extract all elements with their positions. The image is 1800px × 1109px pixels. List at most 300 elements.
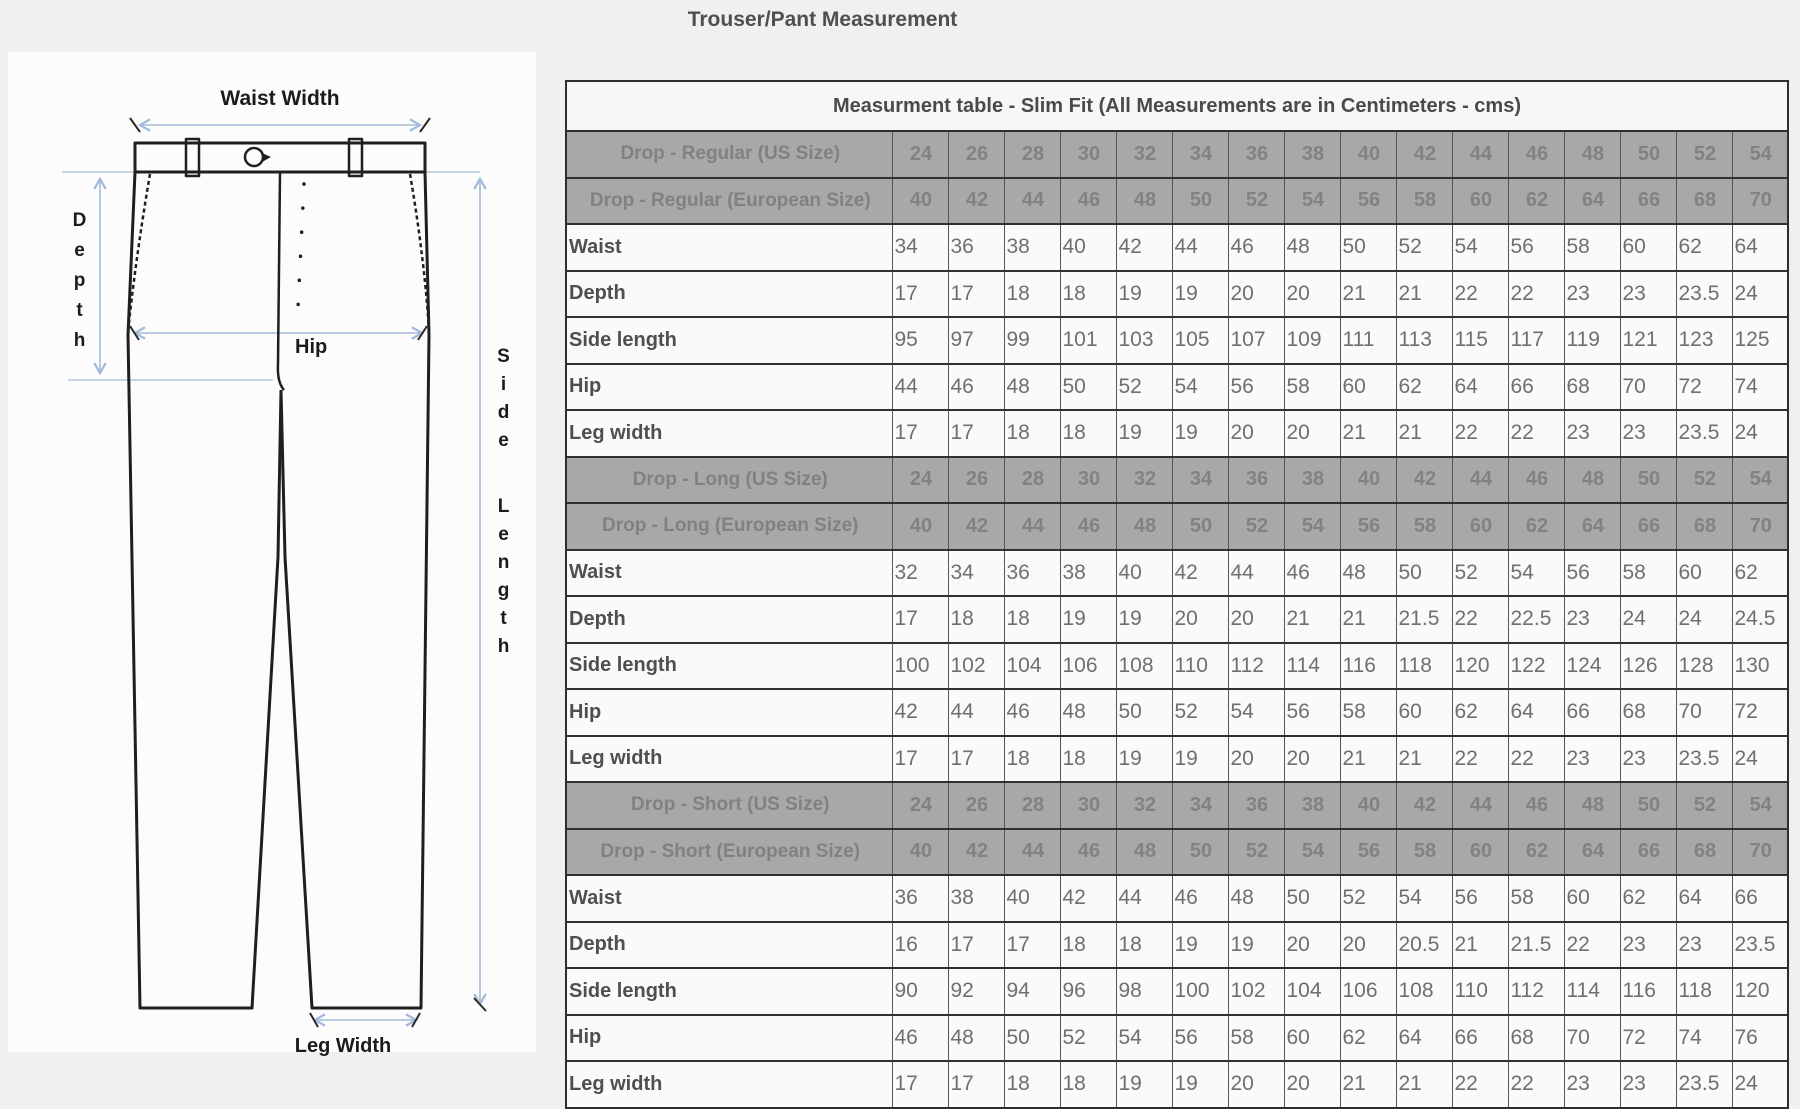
section-2-row-3-cell: 50: [1004, 1015, 1060, 1062]
section-2-us-size-header-cell: 54: [1732, 782, 1788, 829]
diagram-label-hip: Hip: [295, 336, 328, 358]
section-1-row-4-cell: 24: [1732, 736, 1788, 783]
section-2-row-1-cell: 21.5: [1508, 922, 1564, 969]
section-0-row-3-cell: 54: [1172, 364, 1228, 411]
waist-button: [245, 148, 263, 166]
section-1-row-3-cell: 48: [1060, 689, 1116, 736]
section-2-us-size-header-cell: 34: [1172, 782, 1228, 829]
section-0-row-3-cell: 72: [1676, 364, 1732, 411]
section-1-row-4-cell: 23: [1620, 736, 1676, 783]
section-1-row-0-cell: 54: [1508, 550, 1564, 597]
section-1-us-size-header-cell: 38: [1284, 457, 1340, 504]
section-1-eu-size-header-cell: 60: [1452, 503, 1508, 550]
waist-button-tail: [262, 153, 271, 162]
section-1-row-1-cell: 21.5: [1396, 596, 1452, 643]
section-2-eu-size-header-label: Drop - Short (European Size): [566, 829, 892, 876]
section-1-us-size-header-cell: 44: [1452, 457, 1508, 504]
section-0-eu-size-header-cell: 54: [1284, 178, 1340, 225]
section-1-us-size-header-cell: 46: [1508, 457, 1564, 504]
section-2-row-3-cell: 74: [1676, 1015, 1732, 1062]
section-0-eu-size-header-cell: 40: [892, 178, 948, 225]
section-0-eu-size-header-label: Drop - Regular (European Size): [566, 178, 892, 225]
section-2-us-size-header-cell: 50: [1620, 782, 1676, 829]
section-1-us-size-header-cell: 48: [1564, 457, 1620, 504]
section-1-row-2-cell: 108: [1116, 643, 1172, 690]
section-1-row-2-cell: 110: [1172, 643, 1228, 690]
section-1-row-3-cell: 42: [892, 689, 948, 736]
section-0-us-size-header-cell: 50: [1620, 131, 1676, 178]
section-0-row-4-cell: 17: [948, 410, 1004, 457]
section-2-row-3-cell: 68: [1508, 1015, 1564, 1062]
left-leg-outline: [128, 172, 281, 1008]
section-2-row-1-cell: 20.5: [1396, 922, 1452, 969]
section-0-row-3-cell: 64: [1452, 364, 1508, 411]
section-0-row-2-cell: 113: [1396, 317, 1452, 364]
section-0-row-3-cell: 74: [1732, 364, 1788, 411]
section-1-row-1-cell: 20: [1172, 596, 1228, 643]
section-2-row-3-cell: 56: [1172, 1015, 1228, 1062]
section-0-us-size-header-cell: 30: [1060, 131, 1116, 178]
section-2-eu-size-header-cell: 52: [1228, 829, 1284, 876]
section-1-row-4: [566, 736, 1788, 783]
section-1-eu-size-header-cell: 42: [948, 503, 1004, 550]
section-0-row-1-cell: 21: [1396, 271, 1452, 318]
section-2-row-3-cell: 52: [1060, 1015, 1116, 1062]
section-1-row-1-cell: 17: [892, 596, 948, 643]
section-1-eu-size-header: [566, 503, 1788, 550]
section-1-row-2-cell: 128: [1676, 643, 1732, 690]
section-2-row-0-cell: 48: [1228, 875, 1284, 922]
section-0-row-1: [566, 271, 1788, 318]
section-1-row-2-cell: 116: [1340, 643, 1396, 690]
section-2-eu-size-header-cell: 44: [1004, 829, 1060, 876]
section-1-row-2: [566, 643, 1788, 690]
section-1-eu-size-header-cell: 48: [1116, 503, 1172, 550]
section-0-row-0-cell: 64: [1732, 224, 1788, 271]
section-1-us-size-header-cell: 52: [1676, 457, 1732, 504]
section-2-eu-size-header-cell: 42: [948, 829, 1004, 876]
section-1-row-2-cell: 106: [1060, 643, 1116, 690]
section-1-row-4-cell: 20: [1284, 736, 1340, 783]
section-2-row-1-cell: 19: [1228, 922, 1284, 969]
section-1-row-2-cell: 126: [1620, 643, 1676, 690]
section-2-row-4-label: Leg width: [566, 1061, 892, 1108]
section-2-row-3-cell: 76: [1732, 1015, 1788, 1062]
section-0-us-size-header-cell: 52: [1676, 131, 1732, 178]
section-2-row-3-cell: 48: [948, 1015, 1004, 1062]
section-0-row-4: [566, 410, 1788, 457]
section-1-row-3-cell: 64: [1508, 689, 1564, 736]
section-0-row-1-cell: 22: [1508, 271, 1564, 318]
section-2-row-0: [566, 875, 1788, 922]
section-0-row-1-cell: 19: [1116, 271, 1172, 318]
section-1-row-0-cell: 58: [1620, 550, 1676, 597]
section-0-us-size-header-label: Drop - Regular (US Size): [566, 131, 892, 178]
section-2-row-3-cell: 64: [1396, 1015, 1452, 1062]
section-0-us-size-header-cell: 46: [1508, 131, 1564, 178]
section-0-row-4-cell: 23: [1564, 410, 1620, 457]
section-1-row-3-cell: 58: [1340, 689, 1396, 736]
section-2-row-1-cell: 23: [1620, 922, 1676, 969]
section-2-us-size-header-cell: 26: [948, 782, 1004, 829]
section-2-row-1-label: Depth: [566, 922, 892, 969]
diagram-label-leg-width: Leg Width: [294, 1035, 392, 1057]
section-0-eu-size-header-cell: 62: [1508, 178, 1564, 225]
section-2-row-2-cell: 110: [1452, 968, 1508, 1015]
section-0-eu-size-header-cell: 64: [1564, 178, 1620, 225]
section-0-row-1-label: Depth: [566, 271, 892, 318]
section-2-row-0-cell: 44: [1116, 875, 1172, 922]
section-2-row-2-label: Side length: [566, 968, 892, 1015]
section-1-row-2-cell: 124: [1564, 643, 1620, 690]
section-2-row-4-cell: 19: [1172, 1061, 1228, 1108]
diagram-label-side-length: Side Length: [493, 346, 514, 664]
trouser-measurement-diagram: [8, 52, 536, 1057]
section-1-eu-size-header-cell: 54: [1284, 503, 1340, 550]
section-0-us-size-header: [566, 131, 1788, 178]
section-1-eu-size-header-cell: 66: [1620, 503, 1676, 550]
section-0-row-4-cell: 21: [1340, 410, 1396, 457]
section-0-row-0-cell: 60: [1620, 224, 1676, 271]
section-1-row-0: [566, 550, 1788, 597]
section-2-row-2-cell: 90: [892, 968, 948, 1015]
section-0-row-3: [566, 364, 1788, 411]
section-0-us-size-header-cell: 54: [1732, 131, 1788, 178]
section-1-row-2-cell: 100: [892, 643, 948, 690]
section-2-row-0-cell: 62: [1620, 875, 1676, 922]
section-1-row-0-cell: 48: [1340, 550, 1396, 597]
section-2-row-3-cell: 66: [1452, 1015, 1508, 1062]
section-2-row-0-cell: 60: [1564, 875, 1620, 922]
section-2-us-size-header: [566, 782, 1788, 829]
section-2-row-3-cell: 60: [1284, 1015, 1340, 1062]
section-0-row-0-cell: 54: [1452, 224, 1508, 271]
section-2-row-0-cell: 40: [1004, 875, 1060, 922]
section-2-row-1-cell: 18: [1060, 922, 1116, 969]
section-1-row-2-cell: 130: [1732, 643, 1788, 690]
belt-loop-left: [186, 139, 199, 176]
section-0-row-1-cell: 18: [1004, 271, 1060, 318]
section-2-row-2-cell: 92: [948, 968, 1004, 1015]
section-1-row-3-cell: 70: [1676, 689, 1732, 736]
section-1-row-2-cell: 120: [1452, 643, 1508, 690]
section-2-row-0-cell: 54: [1396, 875, 1452, 922]
section-2-row-2-cell: 108: [1396, 968, 1452, 1015]
section-0-row-2-cell: 121: [1620, 317, 1676, 364]
section-1-us-size-header-cell: 26: [948, 457, 1004, 504]
section-1-eu-size-header-cell: 64: [1564, 503, 1620, 550]
section-1-eu-size-header-cell: 56: [1340, 503, 1396, 550]
belt-loop-right: [349, 139, 362, 176]
section-2-eu-size-header-cell: 70: [1732, 829, 1788, 876]
section-2-row-4-cell: 22: [1508, 1061, 1564, 1108]
section-1-eu-size-header-cell: 68: [1676, 503, 1732, 550]
section-0-row-3-cell: 62: [1396, 364, 1452, 411]
section-1-us-size-header-cell: 34: [1172, 457, 1228, 504]
section-2-row-1-cell: 18: [1116, 922, 1172, 969]
section-1-row-3-cell: 50: [1116, 689, 1172, 736]
section-1-row-3-cell: 56: [1284, 689, 1340, 736]
section-1-row-2-cell: 104: [1004, 643, 1060, 690]
section-0-row-4-cell: 21: [1396, 410, 1452, 457]
section-1-row-1-cell: 21: [1340, 596, 1396, 643]
section-2-row-4-cell: 23: [1564, 1061, 1620, 1108]
section-2-row-1-cell: 17: [948, 922, 1004, 969]
section-2-row-1: [566, 922, 1788, 969]
section-0-eu-size-header-cell: 70: [1732, 178, 1788, 225]
section-0-row-3-cell: 60: [1340, 364, 1396, 411]
section-1-row-0-cell: 56: [1564, 550, 1620, 597]
section-2-row-0-cell: 38: [948, 875, 1004, 922]
section-2-row-2-cell: 96: [1060, 968, 1116, 1015]
right-leg-outline: [281, 172, 429, 1008]
section-2-row-4-cell: 23.5: [1676, 1061, 1732, 1108]
section-2-us-size-header-cell: 42: [1396, 782, 1452, 829]
fly-line: [278, 172, 284, 390]
section-0-row-0-cell: 52: [1396, 224, 1452, 271]
section-0-row-4-cell: 18: [1004, 410, 1060, 457]
section-2-row-4-cell: 22: [1452, 1061, 1508, 1108]
section-0-row-2-cell: 119: [1564, 317, 1620, 364]
section-2-eu-size-header-cell: 64: [1564, 829, 1620, 876]
section-0-row-4-cell: 24: [1732, 410, 1788, 457]
section-2-row-2-cell: 104: [1284, 968, 1340, 1015]
section-2-row-3-cell: 62: [1340, 1015, 1396, 1062]
section-0-row-2: [566, 317, 1788, 364]
section-0-row-3-cell: 50: [1060, 364, 1116, 411]
section-0-row-0-cell: 62: [1676, 224, 1732, 271]
section-2-row-1-cell: 19: [1172, 922, 1228, 969]
section-2-us-size-header-cell: 36: [1228, 782, 1284, 829]
section-1-row-0-cell: 38: [1060, 550, 1116, 597]
section-0-row-1-cell: 18: [1060, 271, 1116, 318]
section-1-us-size-header-cell: 40: [1340, 457, 1396, 504]
section-1-eu-size-header-cell: 58: [1396, 503, 1452, 550]
section-1-row-0-cell: 34: [948, 550, 1004, 597]
section-1-row-1-cell: 18: [1004, 596, 1060, 643]
section-0-row-4-cell: 22: [1452, 410, 1508, 457]
section-2-row-0-cell: 66: [1732, 875, 1788, 922]
section-2-us-size-header-cell: 28: [1004, 782, 1060, 829]
diagram-label-waist-width: Waist Width: [220, 87, 340, 110]
section-1-row-0-cell: 62: [1732, 550, 1788, 597]
section-1-row-0-cell: 40: [1116, 550, 1172, 597]
section-0-us-size-header-cell: 38: [1284, 131, 1340, 178]
section-1-eu-size-header-cell: 44: [1004, 503, 1060, 550]
section-2-row-3-cell: 72: [1620, 1015, 1676, 1062]
section-1-row-4-cell: 18: [1004, 736, 1060, 783]
section-0-us-size-header-cell: 48: [1564, 131, 1620, 178]
section-0-row-2-cell: 95: [892, 317, 948, 364]
section-2-row-1-cell: 22: [1564, 922, 1620, 969]
section-2-us-size-header-cell: 44: [1452, 782, 1508, 829]
section-0-eu-size-header-cell: 58: [1396, 178, 1452, 225]
section-0-row-4-cell: 20: [1228, 410, 1284, 457]
section-2-eu-size-header-cell: 62: [1508, 829, 1564, 876]
arrow-end-ticks: [130, 118, 486, 1027]
section-2-us-size-header-label: Drop - Short (US Size): [566, 782, 892, 829]
section-2-eu-size-header: [566, 829, 1788, 876]
section-0-us-size-header-cell: 44: [1452, 131, 1508, 178]
diagram-label-depth: Depth: [69, 210, 90, 360]
section-0-row-2-label: Side length: [566, 317, 892, 364]
section-1-us-size-header-label: Drop - Long (US Size): [566, 457, 892, 504]
section-1-row-3-cell: 66: [1564, 689, 1620, 736]
section-0-row-0: [566, 224, 1788, 271]
section-1-row-4-cell: 21: [1340, 736, 1396, 783]
section-0-row-4-cell: 20: [1284, 410, 1340, 457]
section-1-row-1-cell: 22.5: [1508, 596, 1564, 643]
section-0-row-2-cell: 115: [1452, 317, 1508, 364]
section-1-eu-size-header-cell: 46: [1060, 503, 1116, 550]
section-2-row-2-cell: 98: [1116, 968, 1172, 1015]
section-1-row-1-cell: 20: [1228, 596, 1284, 643]
section-0-eu-size-header-cell: 50: [1172, 178, 1228, 225]
section-1-row-0-cell: 60: [1676, 550, 1732, 597]
section-0-row-4-cell: 22: [1508, 410, 1564, 457]
section-1-row-1-cell: 19: [1116, 596, 1172, 643]
section-2-us-size-header-cell: 52: [1676, 782, 1732, 829]
section-0-row-2-cell: 99: [1004, 317, 1060, 364]
trouser-line-art: [8, 52, 536, 1052]
page-title: Trouser/Pant Measurement: [687, 8, 958, 31]
section-2-row-4-cell: 17: [892, 1061, 948, 1108]
section-2-row-3-cell: 58: [1228, 1015, 1284, 1062]
section-0-eu-size-header-cell: 60: [1452, 178, 1508, 225]
section-2-eu-size-header-cell: 56: [1340, 829, 1396, 876]
section-1-eu-size-header-label: Drop - Long (European Size): [566, 503, 892, 550]
section-1-row-3-cell: 72: [1732, 689, 1788, 736]
section-2-us-size-header-cell: 32: [1116, 782, 1172, 829]
section-1-row-1-cell: 24.5: [1732, 596, 1788, 643]
section-1-eu-size-header-cell: 52: [1228, 503, 1284, 550]
section-0-row-1-cell: 19: [1172, 271, 1228, 318]
section-0-row-4-cell: 23.5: [1676, 410, 1732, 457]
section-1-row-3-cell: 54: [1228, 689, 1284, 736]
section-2-row-0-label: Waist: [566, 875, 892, 922]
section-1-us-size-header-cell: 54: [1732, 457, 1788, 504]
section-1-row-1-cell: 22: [1452, 596, 1508, 643]
section-0-row-0-cell: 38: [1004, 224, 1060, 271]
section-2-eu-size-header-cell: 50: [1172, 829, 1228, 876]
measurement-table: [565, 80, 1789, 1109]
section-1-row-4-cell: 20: [1228, 736, 1284, 783]
section-1-row-0-cell: 42: [1172, 550, 1228, 597]
section-0-row-4-cell: 18: [1060, 410, 1116, 457]
section-2-row-2: [566, 968, 1788, 1015]
section-2-eu-size-header-cell: 46: [1060, 829, 1116, 876]
section-1-row-2-cell: 112: [1228, 643, 1284, 690]
section-2-eu-size-header-cell: 66: [1620, 829, 1676, 876]
section-0-row-3-cell: 44: [892, 364, 948, 411]
section-0-row-1-cell: 21: [1340, 271, 1396, 318]
section-0-eu-size-header-cell: 66: [1620, 178, 1676, 225]
section-2-row-2-cell: 118: [1676, 968, 1732, 1015]
section-2-row-0-cell: 36: [892, 875, 948, 922]
section-0-row-3-cell: 46: [948, 364, 1004, 411]
section-0-row-1-cell: 22: [1452, 271, 1508, 318]
section-1-row-4-cell: 22: [1508, 736, 1564, 783]
section-2-us-size-header-cell: 40: [1340, 782, 1396, 829]
section-2-us-size-header-cell: 48: [1564, 782, 1620, 829]
section-1-row-4-label: Leg width: [566, 736, 892, 783]
section-2-row-1-cell: 17: [1004, 922, 1060, 969]
section-1-us-size-header-cell: 32: [1116, 457, 1172, 504]
section-2-row-0-cell: 64: [1676, 875, 1732, 922]
section-1-eu-size-header-cell: 70: [1732, 503, 1788, 550]
section-2-row-3-label: Hip: [566, 1015, 892, 1062]
section-2-row-4-cell: 21: [1396, 1061, 1452, 1108]
section-2-row-0-cell: 58: [1508, 875, 1564, 922]
section-0-row-0-cell: 58: [1564, 224, 1620, 271]
section-1-row-0-cell: 36: [1004, 550, 1060, 597]
section-0-row-0-cell: 44: [1172, 224, 1228, 271]
section-0-row-0-cell: 48: [1284, 224, 1340, 271]
section-1-row-2-cell: 102: [948, 643, 1004, 690]
section-1-row-0-cell: 50: [1396, 550, 1452, 597]
section-1-row-3-cell: 62: [1452, 689, 1508, 736]
section-2-row-1-cell: 20: [1340, 922, 1396, 969]
section-1-row-3-cell: 68: [1620, 689, 1676, 736]
section-1-row-0-cell: 44: [1228, 550, 1284, 597]
section-2-us-size-header-cell: 46: [1508, 782, 1564, 829]
section-2-row-3: [566, 1015, 1788, 1062]
section-1-row-4-cell: 23.5: [1676, 736, 1732, 783]
section-2-row-2-cell: 102: [1228, 968, 1284, 1015]
section-2-row-4-cell: 20: [1228, 1061, 1284, 1108]
section-0-row-1-cell: 20: [1228, 271, 1284, 318]
section-2-us-size-header-cell: 30: [1060, 782, 1116, 829]
section-0-row-3-cell: 58: [1284, 364, 1340, 411]
section-0-row-0-cell: 40: [1060, 224, 1116, 271]
section-1-us-size-header-cell: 50: [1620, 457, 1676, 504]
section-0-row-0-cell: 50: [1340, 224, 1396, 271]
section-2-row-1-cell: 21: [1452, 922, 1508, 969]
section-1-us-size-header-cell: 30: [1060, 457, 1116, 504]
section-2-row-2-cell: 112: [1508, 968, 1564, 1015]
section-1-row-2-cell: 114: [1284, 643, 1340, 690]
section-2-row-2-cell: 106: [1340, 968, 1396, 1015]
section-1-us-size-header: [566, 457, 1788, 504]
section-0-row-1-cell: 24: [1732, 271, 1788, 318]
section-0-us-size-header-cell: 32: [1116, 131, 1172, 178]
section-2-row-2-cell: 116: [1620, 968, 1676, 1015]
section-1-row-0-cell: 52: [1452, 550, 1508, 597]
section-0-row-4-cell: 19: [1116, 410, 1172, 457]
section-2-row-4-cell: 18: [1004, 1061, 1060, 1108]
section-1-row-3-label: Hip: [566, 689, 892, 736]
section-0-row-1-cell: 17: [948, 271, 1004, 318]
section-1-row-4-cell: 22: [1452, 736, 1508, 783]
section-2-row-4-cell: 18: [1060, 1061, 1116, 1108]
section-0-eu-size-header-cell: 52: [1228, 178, 1284, 225]
section-0-row-2-cell: 107: [1228, 317, 1284, 364]
section-0-row-4-cell: 19: [1172, 410, 1228, 457]
section-0-row-1-cell: 20: [1284, 271, 1340, 318]
section-0-row-2-cell: 103: [1116, 317, 1172, 364]
section-2-eu-size-header-cell: 54: [1284, 829, 1340, 876]
section-1-row-1: [566, 596, 1788, 643]
section-0-row-1-cell: 23: [1620, 271, 1676, 318]
section-0-row-0-cell: 56: [1508, 224, 1564, 271]
section-0-row-2-cell: 109: [1284, 317, 1340, 364]
section-0-us-size-header-cell: 42: [1396, 131, 1452, 178]
section-2-row-0-cell: 42: [1060, 875, 1116, 922]
section-0-eu-size-header-cell: 42: [948, 178, 1004, 225]
section-2-row-0-cell: 50: [1284, 875, 1340, 922]
section-0-row-2-cell: 97: [948, 317, 1004, 364]
section-1-eu-size-header-cell: 62: [1508, 503, 1564, 550]
